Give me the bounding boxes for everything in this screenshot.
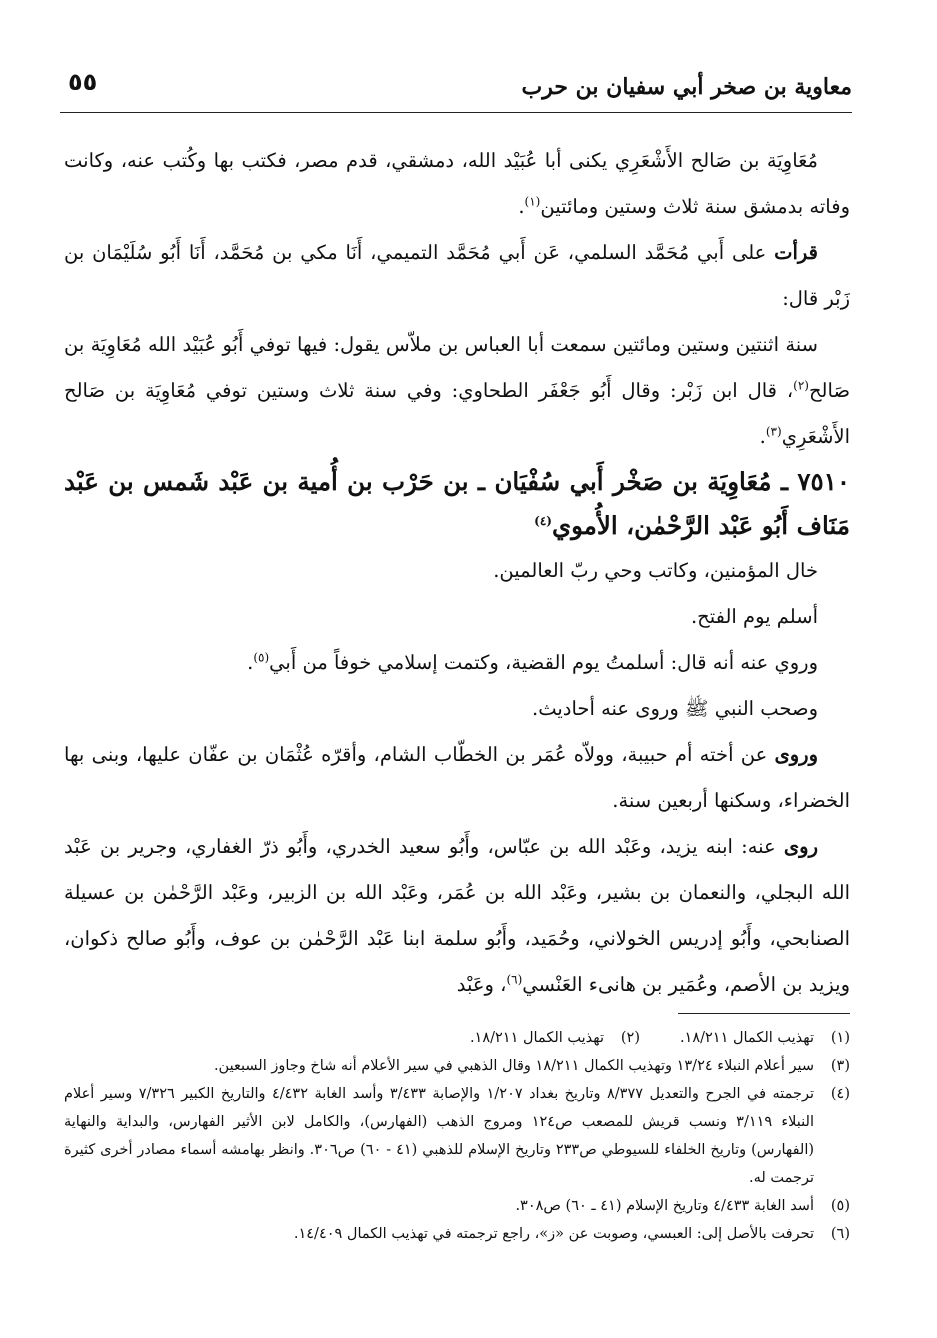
paragraph-text: وروي عنه أنه قال: أسلمتُ يوم القضية، وكتمت إسلامي خوفاً من أَبي <box>269 651 818 674</box>
paragraph-text: خال المؤمنين، وكاتب وحي ربّ العالمين. <box>493 559 818 582</box>
footnote-ref: (٥) <box>253 650 270 665</box>
footnote-item <box>430 1024 640 1052</box>
paragraph-text: عنه: ابنه يزيد، وعَبْد الله بن عبّاس، وأَبُو سعيد الخدري، وأَبُو ذرّ الغفاري، وجرير بن عَبْد الله البجلي، والنعمان بن بشير، وعَبْد الله بن عُمَر، وعَبْد الله بن الزبير، وعَبْد الرَّحْمٰن بن عسيلة الصنابحي، وأَبُو إدريس الخولاني، وحُمَيد، وأَبُو سلمة ابنا عَبْد الرَّحْمٰن بن عوف، وأَبُو صالح ذكوان، ويزيد بن الأصم، وعُمَير بن هانىء العَنْسي <box>64 835 850 996</box>
footnotes <box>64 1024 850 1248</box>
footnote-text: سير أعلام النبلاء ١٣/٢٤ وتهذيب الكمال ١٨/٢١١ وقال الذهبي في سير الأعلام أنه شاخ وجاوز السبعين. <box>213 1058 814 1074</box>
paragraph-lead-word: وروى <box>774 743 819 766</box>
punctuation: . <box>247 651 254 674</box>
paragraph-text: عن أخته أم حبيبة، وولاّه عُمَر بن الخطّاب الشام، وأقرّه عُثْمَان بن عفّان عليها، وبنى بها الخضراء، وسكنها أربعين سنة. <box>64 743 850 812</box>
footnote-text: تحرفت بالأصل إلى: العبسي، وصوبت عن «ز»، راجع ترجمته في تهذيب الكمال ١٤/٤٠٩. <box>293 1226 814 1242</box>
footnote-item <box>64 1220 850 1248</box>
footnote-ref: (٣) <box>765 424 782 439</box>
footnote-item <box>640 1024 850 1052</box>
footnote-ref: (٤) <box>534 513 552 528</box>
footnote-pair <box>64 1024 850 1052</box>
paragraph <box>64 230 850 322</box>
footnote-item <box>64 1080 850 1192</box>
punctuation: . <box>518 195 525 218</box>
footnote-number: (٤) <box>830 1086 850 1102</box>
paragraph <box>64 548 850 594</box>
paragraph <box>64 732 850 824</box>
page-number: ٥٥ <box>68 68 98 96</box>
paragraph-text: على أَبي مُحَمَّد السلمي، عَن أَبي مُحَمَّد التميمي، أَنَا مكي بن مُحَمَّد، أَنَا أَبُو سُلَيْمَان بن زَبْر قال: <box>64 241 850 310</box>
paragraph-lead-word: قرأت <box>774 241 818 264</box>
footnote-number: (٦) <box>830 1226 850 1242</box>
footnote-text: ترجمته في الجرح والتعديل ٨/٣٧٧ وتاريخ بغداد ١/٢٠٧ والإصابة ٣/٤٣٣ وأسد الغابة ٤/٤٣٢ والتاريخ الكبير ٧/٣٢٦ وسير أعلام النبلاء ٣/١١٩ ونسب قريش للمصعب ص١٢٤ ومروج الذهب (الفهارس)، والكامل لابن الأثير الفهارس، والبداية والنهاية (الفهارس) وتاريخ الخلفاء للسيوطي ص٢٣٣ وتاريخ الإسلام للذهبي (٤١ - ٦٠) ص٣٠٦. وانظر بهامشه أسماء مصادر أخرى كثيرة ترجمت له. <box>64 1086 815 1186</box>
footnote-number: (٢) <box>620 1030 640 1046</box>
footnote-number: (٣) <box>830 1058 850 1074</box>
footnote-ref: (١) <box>524 194 541 209</box>
entry-heading <box>64 460 850 548</box>
paragraph <box>64 824 850 1008</box>
paragraph-text: وصحب النبي ﷺ وروى عنه أحاديث. <box>532 697 818 720</box>
running-title: معاوية بن صخر أبي سفيان بن حرب <box>521 74 852 100</box>
footnote-divider <box>678 1013 850 1014</box>
paragraph-text: مُعَاوِيَة بن صَالح الأَشْعَرِي يكنى أبا عُبَيْد الله، دمشقي، قدم مصر، فكتب بها وكُتب عنه، وكانت وفاته بدمشق سنة ثلاث وستين ومائتين <box>64 149 850 218</box>
paragraph-text: أسلم يوم الفتح. <box>690 605 818 628</box>
page-header <box>60 68 852 113</box>
footnote-ref: (٦) <box>506 972 523 987</box>
paragraph <box>64 322 850 460</box>
paragraph-text: ، قال ابن زَبْر: وقال أَبُو جَعْفَر الطحاوي: وفي سنة ثلاث وستين توفي مُعَاوِيَة بن صَالح الأَشْعَرِي <box>64 379 850 448</box>
footnote-ref: (٢) <box>793 378 809 393</box>
footnote-item <box>64 1192 850 1220</box>
footnote-text: أسد الغابة ٤/٤٣٣ وتاريخ الإسلام (٤١ ـ ٦٠) ص٣٠٨. <box>515 1198 814 1214</box>
paragraph-text: سنة اثنتين وستين ومائتين سمعت أبا العباس بن ملاّس يقول: فيها توفي أَبُو عُبَيْد الله مُعَاوِيَة بن صَالح <box>64 333 850 402</box>
footnote-number: (١) <box>830 1030 850 1046</box>
footnote-item <box>64 1052 850 1080</box>
punctuation: . <box>759 425 766 448</box>
paragraph-text: ، وعَبْد <box>456 973 507 996</box>
paragraph-lead-word: روى <box>783 835 818 858</box>
paragraph <box>64 138 850 230</box>
paragraph <box>64 686 850 732</box>
entry-heading-text: ٧٥١٠ ـ مُعَاوِيَة بن صَخْر أَبي سُفْيَان ـ بن حَرْب بن أُمية بن عَبْد شَمس بن عَبْد مَنَاف أَبُو عَبْد الرَّحْمٰن، الأُموي <box>64 467 850 540</box>
footnote-text: تهذيب الكمال ١٨/٢١١. <box>469 1030 604 1046</box>
footnote-number: (٥) <box>830 1198 850 1214</box>
footnote-text: تهذيب الكمال ١٨/٢١١. <box>679 1030 814 1046</box>
main-text <box>64 138 850 1008</box>
paragraph <box>64 594 850 640</box>
paragraph <box>64 640 850 686</box>
